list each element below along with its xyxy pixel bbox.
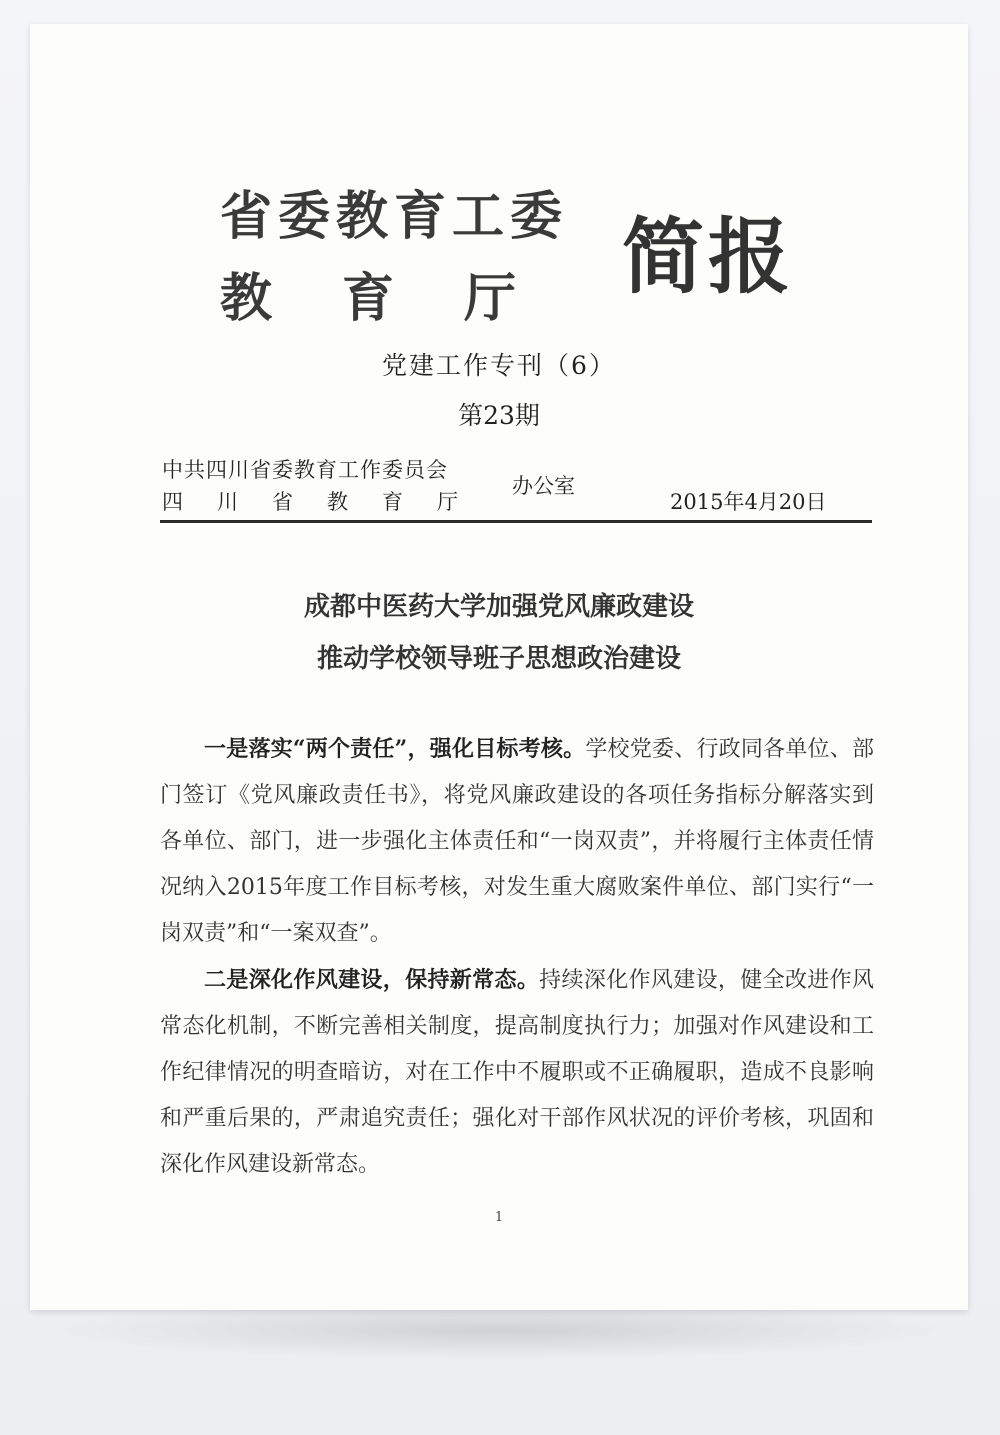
headline-line-2: 推动学校领导班子思想政治建设	[316, 644, 681, 674]
issue-date: 2015年4月20日	[670, 490, 827, 514]
paragraph-1-lead: 一是落实“两个责任”，强化目标考核。	[204, 736, 586, 762]
page-number: 1	[494, 1210, 504, 1225]
header-rule	[160, 520, 872, 523]
paragraph-2	[160, 957, 874, 1188]
headline-line-1: 成都中医药大学加强党风廉政建设	[303, 592, 694, 622]
masthead-line-2: 教育厅	[220, 269, 587, 329]
masthead-brief: 简报	[622, 210, 795, 305]
issuer-office: 办公室	[512, 474, 575, 498]
paragraph-1-text: 学校党委、行政同各单位、部门签订《党风廉政责任书》，将党风廉政建设的各项任务指标分解落实到各单位、部门，进一步强化主体责任和“一岗双责”，并将履行主体责任情况纳入2015年度工作目标考核，对发生重大腐败案件单位、部门实行“一岗双责”和“一案双查”。	[160, 737, 874, 946]
special-issue-title: 党建工作专刊（6）	[382, 351, 616, 380]
paragraph-2-text: 持续深化作风建设，健全改进作风常态化机制，不断完善相关制度，提高制度执行力；加强对作风建设和工作纪律情况的明查暗访，对在工作中不履职或不正确履职，造成不良影响和严重后果的，严肃追究责任；强化对干部作风状况的评价考核，巩固和深化作风建设新常态。	[160, 968, 874, 1177]
article-body	[160, 726, 874, 1188]
issue-number: 第23期	[458, 401, 540, 430]
issuer-line-1: 中共四川省委教育工作委员会	[162, 458, 448, 482]
paragraph-1	[160, 726, 874, 957]
masthead-line-1: 省委教育工委	[220, 187, 569, 247]
issuer-line-2: 四川省教育厅	[162, 490, 492, 514]
document-page	[30, 24, 968, 1310]
paragraph-2-lead: 二是深化作风建设，保持新常态。	[204, 967, 540, 993]
